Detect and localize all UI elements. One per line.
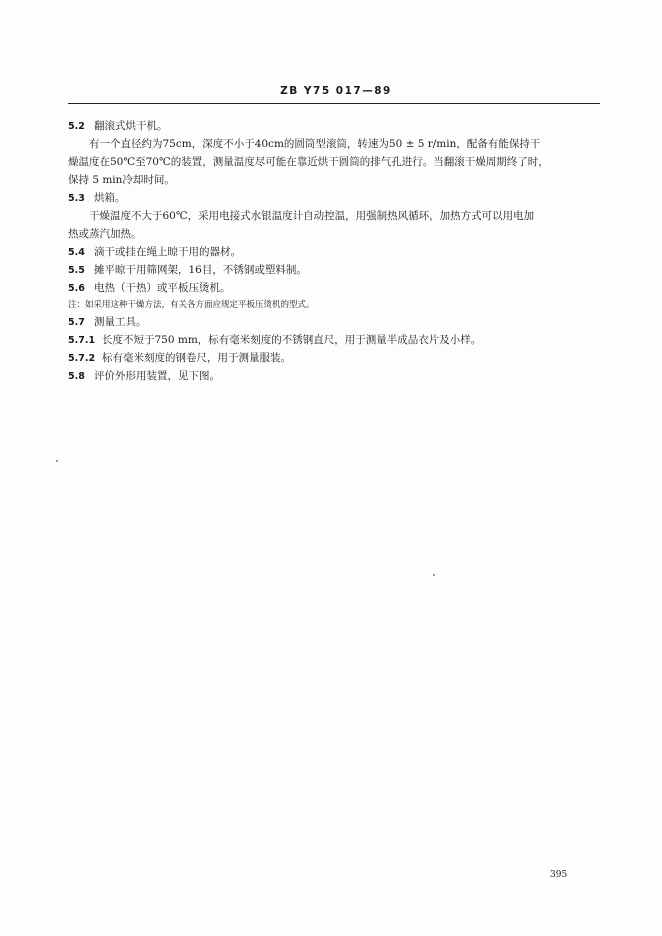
section-5-3-heading xyxy=(68,189,600,207)
section-5-2-line-2: 燥温度在50℃至70℃的装置，测量温度尽可能在靠近烘干圆筒的排气孔进行。当翻滚干燥周期终了时， xyxy=(68,156,549,168)
section-5-2-line-1: 有一个直径约为75cm，深度不小于40cm的圆筒型滚筒，转速为50 ± 5 r/min，配备有能保持干 xyxy=(89,138,541,150)
section-text: 测量工具。 xyxy=(94,316,147,328)
section-title: 烘箱。 xyxy=(94,192,126,204)
section-5-7 xyxy=(68,313,600,331)
header-rule xyxy=(68,103,600,104)
section-5-2-line-3: 保持 5 min冷却时间。 xyxy=(68,174,175,186)
section-number: 5.7.1 xyxy=(68,335,96,346)
section-number: 5.6 xyxy=(68,283,85,294)
section-text: 评价外形用装置，见下图。 xyxy=(94,370,220,382)
section-text: 滴干或挂在绳上晾干用的器材。 xyxy=(94,246,241,258)
page-number: 395 xyxy=(550,870,568,880)
section-text: 长度不短于750 mm，标有毫米刻度的不锈钢直尺，用于测量半成品衣片及小样。 xyxy=(102,334,482,346)
section-5-5 xyxy=(68,261,600,279)
section-number: 5.4 xyxy=(68,247,85,258)
section-5-6 xyxy=(68,279,600,297)
scan-speck xyxy=(433,574,435,576)
section-text: 摊平晾干用筛网架，16目，不锈钢或塑料制。 xyxy=(94,264,307,276)
section-5-7-2 xyxy=(68,349,600,367)
section-5-2-heading xyxy=(68,117,600,135)
section-text: 电热（干热）或平板压烫机。 xyxy=(94,282,231,294)
section-number: 5.2 xyxy=(68,121,85,132)
standard-code: ZB Y75 017—89 xyxy=(280,85,392,97)
scan-speck xyxy=(56,460,58,462)
section-number: 5.7.2 xyxy=(68,353,96,364)
section-5-3-line-2: 热或蒸汽加热。 xyxy=(68,228,142,240)
section-number: 5.7 xyxy=(68,317,85,328)
section-number: 5.3 xyxy=(68,193,85,204)
section-title: 翻滚式烘干机。 xyxy=(94,120,168,132)
section-5-8 xyxy=(68,367,600,385)
section-5-4 xyxy=(68,243,600,261)
section-5-3-line-1: 干燥温度不大于60℃，采用电接式水银温度计自动控温，用强制热风循环，加热方式可以用电加 xyxy=(89,210,535,222)
section-5-6-note: 注：如采用这种干燥方法，有关各方面应规定平板压烫机的型式。 xyxy=(68,300,315,310)
section-text: 标有毫米刻度的钢卷尺，用于测量服装。 xyxy=(102,352,291,364)
section-number: 5.8 xyxy=(68,371,85,382)
section-5-7-1 xyxy=(68,331,600,349)
section-number: 5.5 xyxy=(68,265,85,276)
document-body xyxy=(68,117,600,385)
